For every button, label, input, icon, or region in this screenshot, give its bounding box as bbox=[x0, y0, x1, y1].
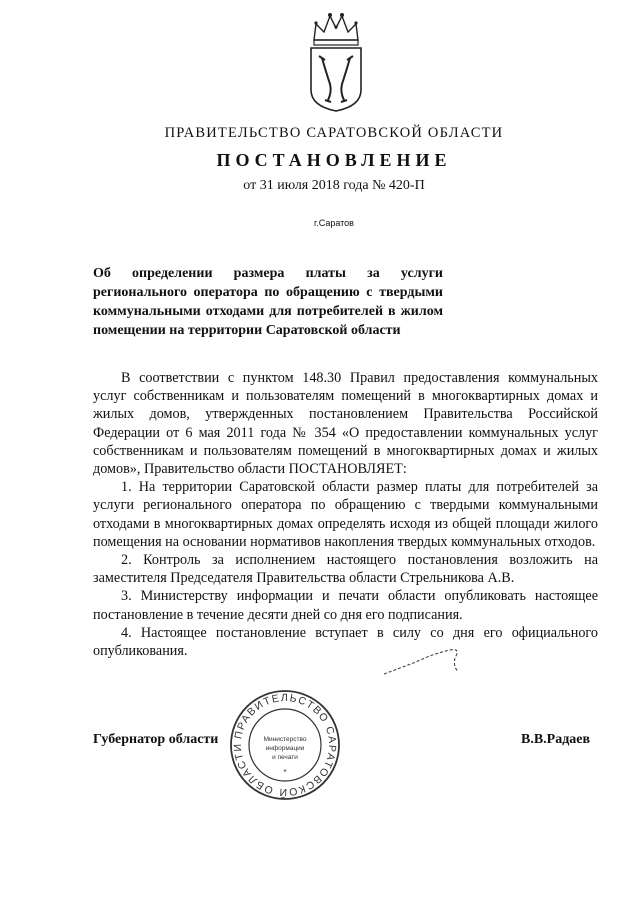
document-date-number: от 31 июля 2018 года № 420-П bbox=[243, 178, 425, 193]
document-body bbox=[93, 369, 598, 660]
document-city: г.Саратов bbox=[314, 218, 354, 228]
clause-2-paragraph: 2. Контроль за исполнением настоящего постановления возложить на заместителя Председателя Правительства области Стрельникова А.В. bbox=[93, 552, 598, 587]
subject-line: коммунальными отходами для потребителей в жилом bbox=[93, 304, 443, 319]
signatory-role: Губернатор области bbox=[93, 732, 219, 747]
clause-3-paragraph: 3. Министерству информации и печати области опубликовать настоящее постановление в течение десяти дней со дня его подписания. bbox=[93, 588, 598, 623]
subject-line: Об определении размера платы за услуги bbox=[93, 266, 443, 281]
handwritten-signature-mark bbox=[380, 642, 470, 682]
clause-1-paragraph: 1. На территории Саратовской области размер платы для потребителей за услуги регионального оператора по обращению с твердыми коммунальными отходами в многоквартирных домах определять исходя из общей площади жилого помещения на основании нормативов накопления твердых коммунальных отходов. bbox=[93, 479, 598, 550]
official-seal-stamp bbox=[229, 689, 341, 801]
svg-text:и печати: и печати bbox=[272, 754, 298, 761]
issuing-authority: ПРАВИТЕЛЬСТВО САРАТОВСКОЙ ОБЛАСТИ bbox=[164, 125, 504, 141]
subject-line: помещении на территории Саратовской области bbox=[93, 323, 401, 338]
subject-line: регионального оператора по обращению с твердыми bbox=[93, 285, 443, 300]
document-type: ПОСТАНОВЛЕНИЕ bbox=[216, 150, 452, 170]
saratov-coat-of-arms-icon bbox=[306, 10, 366, 112]
clause-4-paragraph: 4. Настоящее постановление вступает в силу со дня его официального опубликования. bbox=[93, 624, 598, 660]
svg-text:информации: информации bbox=[265, 745, 305, 752]
svg-text:ПРАВИТЕЛЬСТВО САРАТОВСКОЙ ОБЛА: ПРАВИТЕЛЬСТВО САРАТОВСКОЙ ОБЛАСТИ bbox=[231, 691, 339, 799]
signatory-name: В.В.Радаев bbox=[521, 732, 591, 747]
document-subject bbox=[93, 264, 443, 340]
svg-text:Министерство: Министерство bbox=[263, 736, 307, 743]
preamble-paragraph: В соответствии с пунктом 148.30 Правил предоставления коммунальных услуг собственникам и пользователям помещений в многоквартирных домах и жилых домов, утвержденных постановлением Правительства Российской Федерации от 6 мая 2011 года № 354 «О предоставлении коммунальных услуг собственникам и пользователям помещений в многоквартирных домах и жилых домов», Правительство области ПОСТАНОВЛЯЕТ: bbox=[93, 370, 598, 478]
svg-text:*: * bbox=[283, 768, 287, 777]
